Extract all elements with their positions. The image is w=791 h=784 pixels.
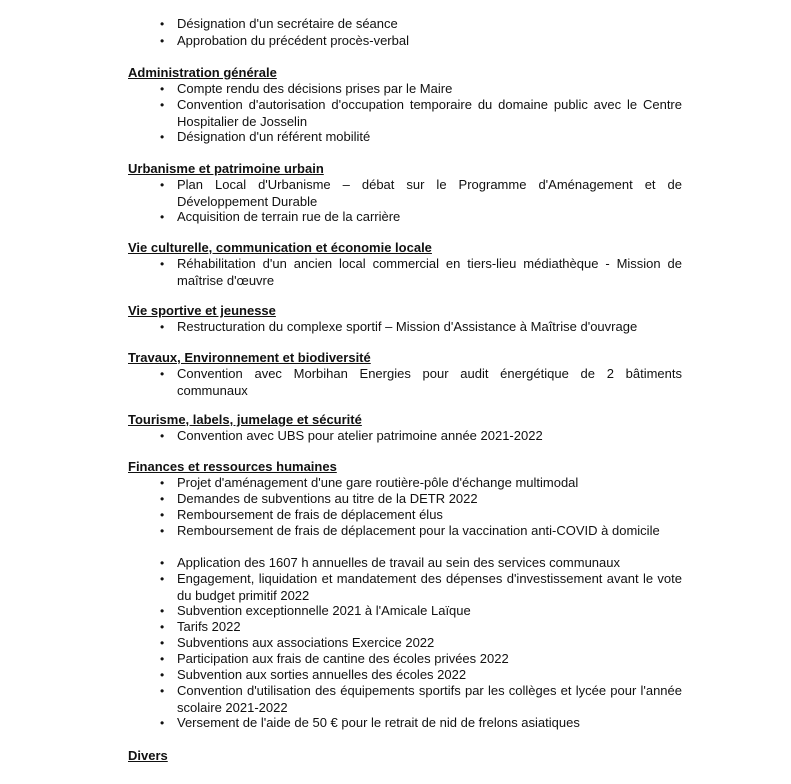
list-item (160, 81, 682, 98)
list-item (160, 507, 682, 524)
list-item (160, 491, 682, 508)
section-title: Urbanisme et patrimoine urbain (128, 161, 324, 176)
bullet-icon: • (160, 524, 165, 538)
bullet-icon: • (160, 130, 165, 144)
list-item (160, 475, 682, 492)
bullet-icon: • (160, 98, 165, 112)
bullet-icon: • (160, 652, 165, 666)
list-item (160, 603, 682, 620)
bullet-icon: • (160, 620, 165, 634)
bullet-icon: • (160, 492, 165, 506)
bullet-icon: • (160, 668, 165, 682)
bullet-icon: • (160, 572, 165, 586)
bullet-icon: • (160, 429, 165, 443)
item-text: Demandes de subventions au titre de la DETR 2022 (177, 491, 478, 506)
item-text: Restructuration du complexe sportif – Mission d'Assistance à Maîtrise d'ouvrage (177, 319, 638, 334)
item-text: Convention d'utilisation des équipements sportifs par les collèges et lycée pour l'année scolaire 2021-2022 (177, 683, 682, 715)
bullet-icon: • (160, 684, 165, 698)
item-text: Convention avec Morbihan Energies pour audit énergétique de 2 bâtiments communaux (177, 366, 682, 398)
bullet-icon: • (160, 476, 165, 490)
list-item (160, 683, 682, 716)
item-text: Convention d'autorisation d'occupation temporaire du domaine public avec le Centre Hospitalier de Josselin (177, 97, 682, 129)
list-item (160, 97, 682, 130)
section-title: Divers (128, 748, 168, 763)
item-text: Plan Local d'Urbanisme – débat sur le Programme d'Aménagement et de Développement Durable (177, 177, 682, 209)
list-item (160, 667, 682, 684)
list-item (160, 177, 682, 210)
item-text: Engagement, liquidation et mandatement des dépenses d'investissement avant le vote du budget primitif 2022 (177, 571, 682, 603)
bullet-icon: • (160, 82, 165, 96)
list-item (160, 619, 682, 636)
section-title: Vie sportive et jeunesse (128, 303, 276, 318)
item-text: Compte rendu des décisions prises par le Maire (177, 81, 453, 96)
list-item (160, 16, 682, 33)
list-item (160, 319, 682, 336)
item-text: Application des 1607 h annuelles de travail au sein des services communaux (177, 555, 620, 570)
bullet-icon: • (160, 257, 165, 271)
list-item (160, 715, 682, 732)
item-text: Désignation d'un secrétaire de séance (177, 16, 398, 31)
section-title: Tourisme, labels, jumelage et sécurité (128, 412, 362, 427)
bullet-icon: • (160, 178, 165, 192)
item-text: Désignation d'un référent mobilité (177, 129, 371, 144)
item-text: Subvention exceptionnelle 2021 à l'Amicale Laïque (177, 603, 471, 618)
bullet-icon: • (160, 604, 165, 618)
item-text: Acquisition de terrain rue de la carrière (177, 209, 401, 224)
bullet-icon: • (160, 556, 165, 570)
list-item (160, 256, 682, 289)
bullet-icon: • (160, 716, 165, 730)
section-title: Vie culturelle, communication et économie locale (128, 240, 432, 255)
bullet-icon: • (160, 636, 165, 650)
bullet-icon: • (160, 210, 165, 224)
item-text: Remboursement de frais de déplacement élus (177, 507, 443, 522)
list-item (160, 651, 682, 668)
item-text: Convention avec UBS pour atelier patrimoine année 2021-2022 (177, 428, 543, 443)
bullet-icon: • (160, 34, 165, 48)
item-text: Versement de l'aide de 50 € pour le retrait de nid de frelons asiatiques (177, 715, 580, 730)
bullet-icon: • (160, 320, 165, 334)
list-item (160, 523, 682, 540)
list-item (160, 33, 682, 50)
list-item (160, 635, 682, 652)
item-text: Approbation du précédent procès-verbal (177, 33, 409, 48)
item-text: Participation aux frais de cantine des écoles privées 2022 (177, 651, 509, 666)
section-title: Administration générale (128, 65, 277, 80)
section-title: Travaux, Environnement et biodiversité (128, 350, 371, 365)
item-text: Tarifs 2022 (177, 619, 241, 634)
list-item (160, 428, 682, 445)
item-text: Subvention aux sorties annuelles des écoles 2022 (177, 667, 467, 682)
bullet-icon: • (160, 17, 165, 31)
bullet-icon: • (160, 508, 165, 522)
item-text: Projet d'aménagement d'une gare routière-pôle d'échange multimodal (177, 475, 579, 490)
list-item (160, 366, 682, 399)
item-text: Remboursement de frais de déplacement pour la vaccination anti-COVID à domicile (177, 523, 660, 538)
list-item (160, 129, 682, 146)
list-item (160, 209, 682, 226)
list-item (160, 571, 682, 604)
list-item (160, 555, 682, 572)
bullet-icon: • (160, 367, 165, 381)
section-title: Finances et ressources humaines (128, 459, 337, 474)
item-text: Réhabilitation d'un ancien local commercial en tiers-lieu médiathèque - Mission de maîtrise d'œuvre (177, 256, 682, 288)
item-text: Subventions aux associations Exercice 2022 (177, 635, 435, 650)
